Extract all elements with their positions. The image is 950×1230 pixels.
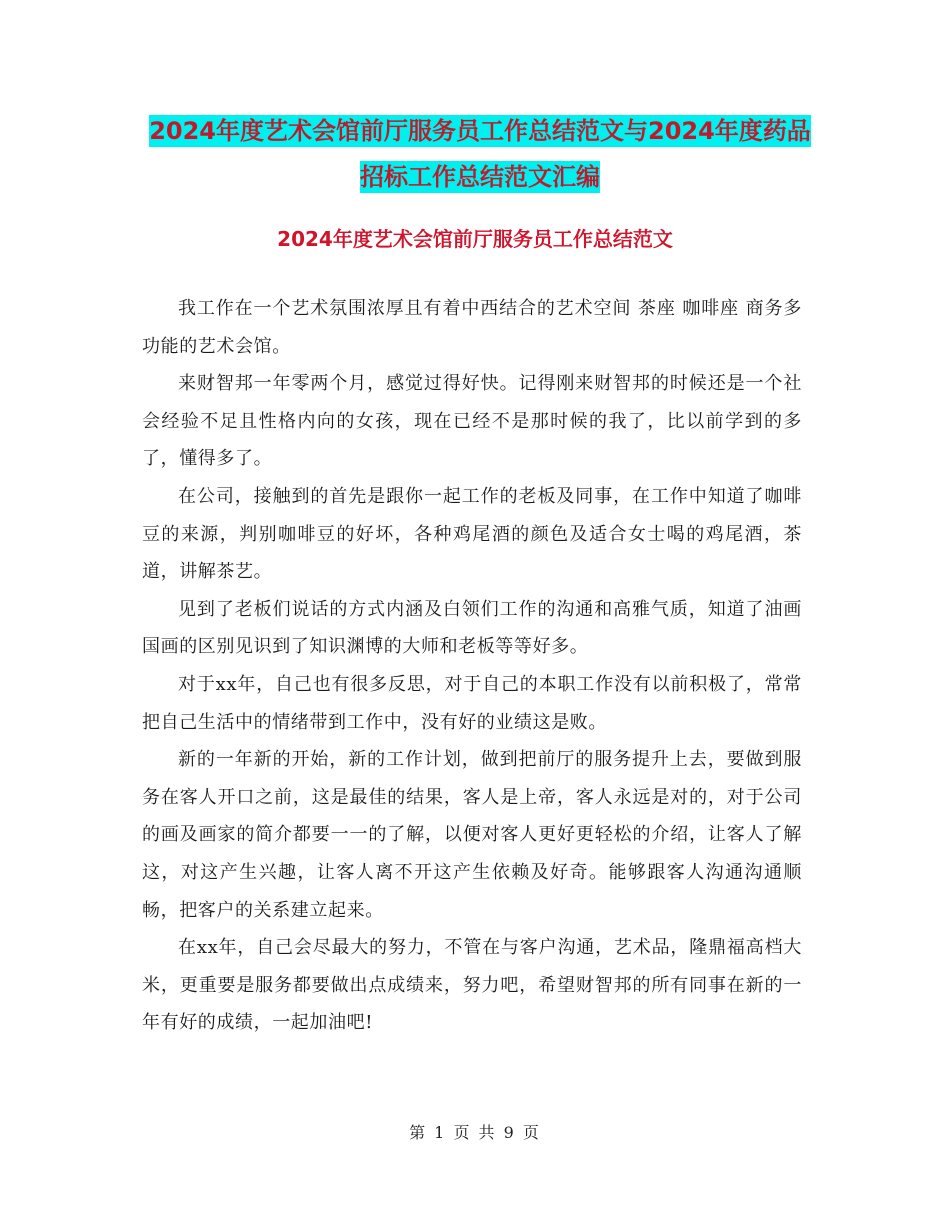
main-title-text: 2024年度艺术会馆前厅服务员工作总结范文与2024年度药品招标工作总结范文汇编 (149, 117, 811, 191)
paragraph: 在公司，接触到的首先是跟你一起工作的老板及同事，在工作中知道了咖啡豆的来源，判别咖啡豆的好坏，各种鸡尾酒的颜色及适合女士喝的鸡尾酒，茶道，讲解茶艺。 (142, 485, 802, 583)
paragraph: 新的一年新的开始，新的工作计划，做到把前厅的服务提升上去，要做到服务在客人开口之前，这是最佳的结果，客人是上帝，客人永远是对的，对于公司的画及画家的简介都要一一的了解，以便对客人更好更轻松的介绍，让客人了解这，对这产生兴趣，让客人离不开这产生依赖及好奇。能够跟客人沟通沟通顺畅，把客户的关系建立起来。 (142, 749, 802, 921)
paragraph: 在xx年，自己会尽最大的努力，不管在与客户沟通，艺术品，隆鼎福高档大米，更重要是服务都要做出点成绩来，努力吧，希望财智邦的所有同事在新的一年有好的成绩，一起加油吧! (142, 937, 802, 1034)
paragraph: 来财智邦一年零两个月，感觉过得好快。记得刚来财智邦的时候还是一个社会经验不足且性格内向的女孩，现在已经不是那时候的我了，比以前学到的多了，懂得多了。 (142, 373, 802, 470)
section-title: 2024年度艺术会馆前厅服务员工作总结范文 (277, 227, 673, 251)
body-text (142, 290, 802, 1042)
paragraph: 我工作在一个艺术氛围浓厚且有着中西结合的艺术空间 茶座 咖啡座 商务多功能的艺术会馆。 (142, 298, 802, 357)
paragraph: 对于xx年，自己也有很多反思，对于自己的本职工作没有以前积极了，常常把自己生活中的情绪带到工作中，没有好的业绩这是败。 (142, 673, 802, 733)
page-footer: 第 1 页 共 9 页 (409, 1123, 541, 1142)
paragraph: 见到了老板们说话的方式内涵及白领们工作的沟通和高雅气质，知道了油画国画的区别见识到了知识渊博的大师和老板等等好多。 (142, 598, 802, 658)
main-title (140, 108, 820, 200)
